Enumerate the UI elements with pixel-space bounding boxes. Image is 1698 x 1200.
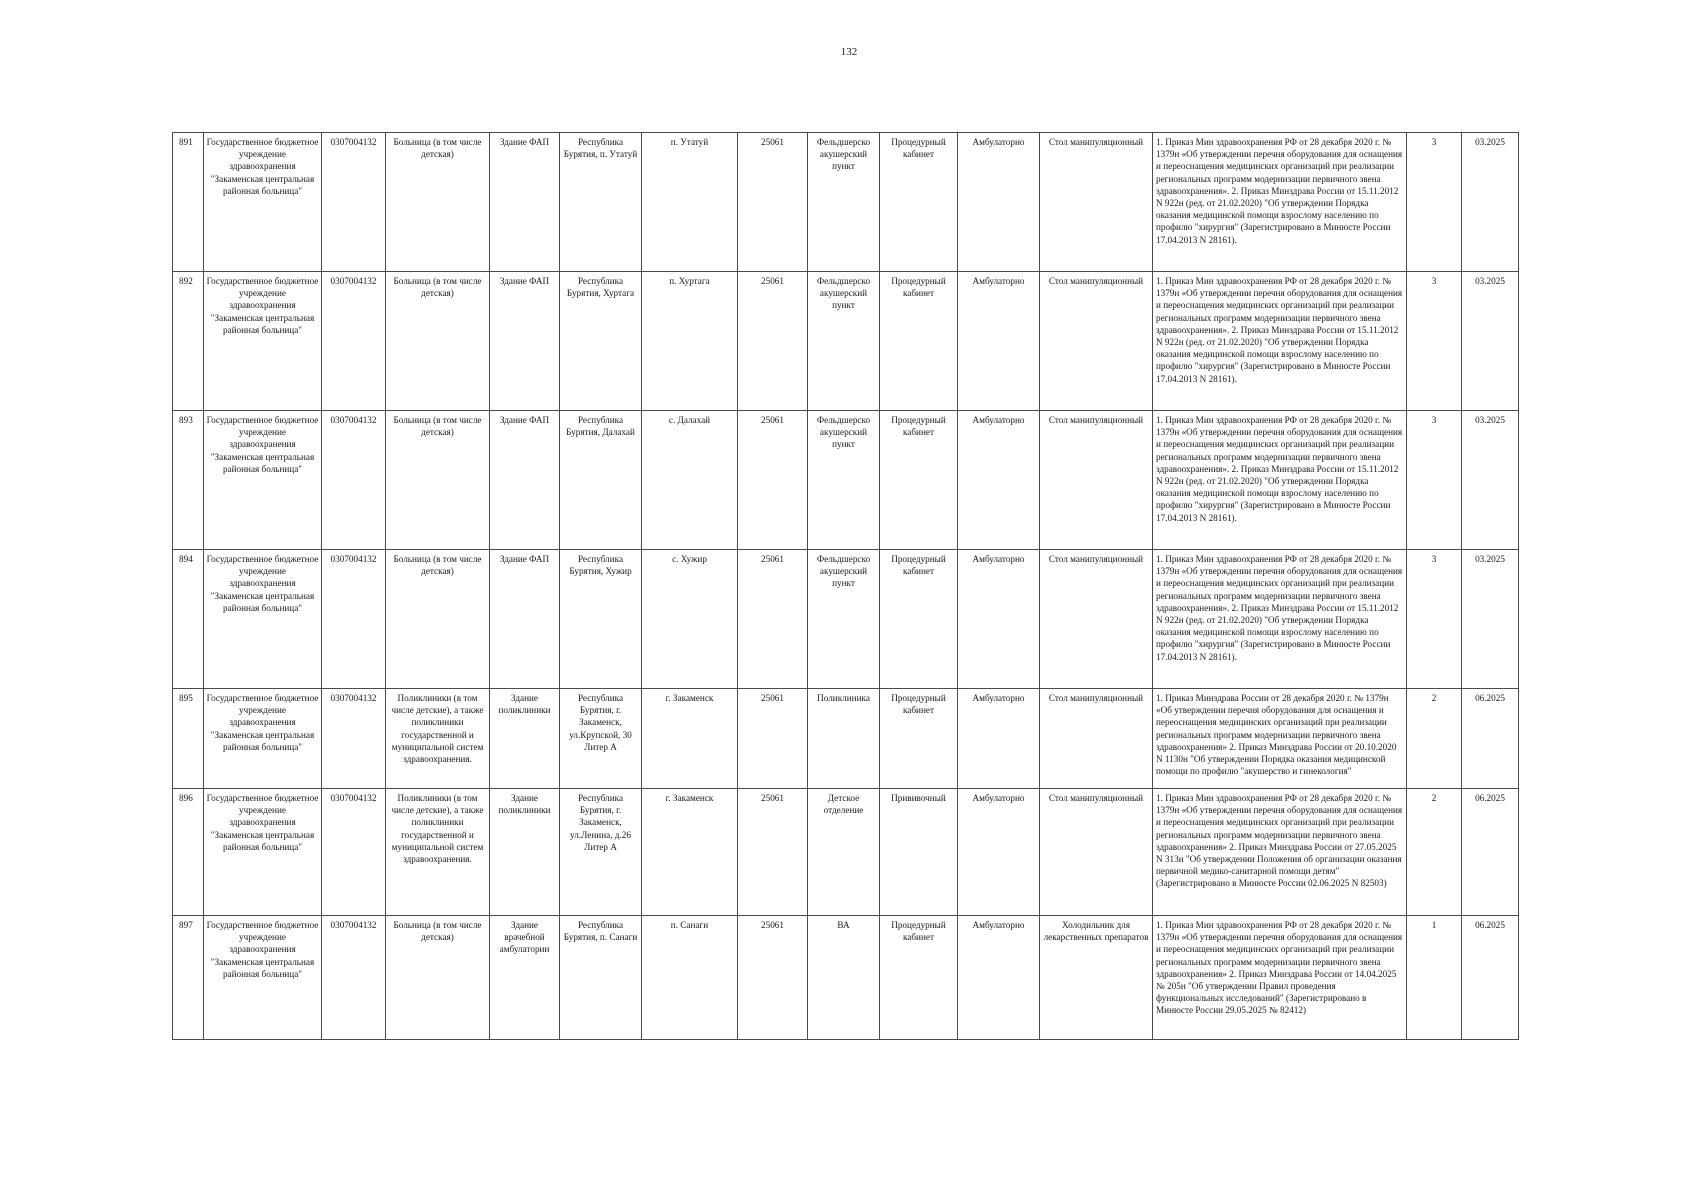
organization-name: Государственное бюджетное учреждение здравоохранения "Закаменская центральная районная больница" (204, 272, 322, 411)
equipment-name: Стол манипуляционный (1040, 272, 1153, 411)
address: Республика Бурятия, п. Санаги (560, 916, 642, 1040)
address: Республика Бурятия, Далахай (560, 411, 642, 550)
row-number: 896 (173, 789, 204, 916)
facility-type: Больница (в том числе детская) (386, 133, 490, 272)
organization-code: 0307004132 (322, 689, 386, 789)
unit: ВА (808, 916, 880, 1040)
okato-code: 25061 (738, 411, 808, 550)
table-row (173, 916, 1519, 1040)
room: Процедурный кабинет (880, 550, 958, 689)
equipment-name: Стол манипуляционный (1040, 133, 1153, 272)
legal-basis: 1. Приказ Минздрава России от 28 декабря 2020 г. № 1379н «Об утверждении перечня оборудования для оснащения и переоснащения медицинских организаций при реализации региональных программ модернизации первичного звена здравоохранения» 2. Приказ Минздрава России от 20.10.2020 N 1130н "Об утверждении Порядка оказания медицинской помощи по профилю "акушерство и гинекология" (1153, 689, 1407, 789)
organization-code: 0307004132 (322, 916, 386, 1040)
table-row (173, 133, 1519, 272)
row-number: 894 (173, 550, 204, 689)
row-number: 897 (173, 916, 204, 1040)
okato-code: 25061 (738, 550, 808, 689)
organization-name: Государственное бюджетное учреждение здравоохранения "Закаменская центральная районная больница" (204, 550, 322, 689)
building: Здание ФАП (490, 272, 560, 411)
organization-code: 0307004132 (322, 550, 386, 689)
legal-basis: 1. Приказ Мин здравоохранения РФ от 28 декабря 2020 г. № 1379н «Об утверждении перечня оборудования для оснащения и переоснащения медицинских организаций при реализации региональных программ модернизации первичного звена здравоохранения». 2. Приказ Минздрава России от 15.11.2012 N 922н (ред. от 21.02.2020) "Об утверждении Порядка оказания медицинской помощи взрослому населению по профилю "хирургия" (Зарегистрировано в Минюсте России 17.04.2013 N 28161). (1153, 411, 1407, 550)
room: Процедурный кабинет (880, 133, 958, 272)
room: Прививочный (880, 789, 958, 916)
building: Здание поликлиники (490, 789, 560, 916)
okato-code: 25061 (738, 916, 808, 1040)
delivery-date: 03.2025 (1462, 550, 1519, 689)
table-row (173, 550, 1519, 689)
building: Здание ФАП (490, 411, 560, 550)
row-number: 893 (173, 411, 204, 550)
organization-code: 0307004132 (322, 789, 386, 916)
delivery-date: 03.2025 (1462, 272, 1519, 411)
quantity: 3 (1407, 550, 1462, 689)
address: Республика Бурятия, Хуртага (560, 272, 642, 411)
equipment-name: Стол манипуляционный (1040, 689, 1153, 789)
room: Процедурный кабинет (880, 272, 958, 411)
facility-type: Больница (в том числе детская) (386, 916, 490, 1040)
row-number: 895 (173, 689, 204, 789)
room: Процедурный кабинет (880, 411, 958, 550)
address: Республика Бурятия, п. Утатуй (560, 133, 642, 272)
quantity: 3 (1407, 411, 1462, 550)
facility-type: Поликлиники (в том числе детские), а также поликлиники государственной и муниципальной систем здравоохранения. (386, 689, 490, 789)
unit: Фельдшерско акушерский пункт (808, 133, 880, 272)
facility-type: Больница (в том числе детская) (386, 411, 490, 550)
address: Республика Бурятия, г. Закаменск, ул.Ленина, д.26 Литер А (560, 789, 642, 916)
room: Процедурный кабинет (880, 916, 958, 1040)
organization-code: 0307004132 (322, 411, 386, 550)
care-mode: Амбулаторно (958, 689, 1040, 789)
unit: Поликлиника (808, 689, 880, 789)
care-mode: Амбулаторно (958, 789, 1040, 916)
facility-type: Больница (в том числе детская) (386, 272, 490, 411)
quantity: 3 (1407, 272, 1462, 411)
delivery-date: 06.2025 (1462, 916, 1519, 1040)
table-row (173, 689, 1519, 789)
facility-type: Больница (в том числе детская) (386, 550, 490, 689)
care-mode: Амбулаторно (958, 550, 1040, 689)
organization-code: 0307004132 (322, 133, 386, 272)
table-row (173, 411, 1519, 550)
delivery-date: 03.2025 (1462, 411, 1519, 550)
quantity: 2 (1407, 689, 1462, 789)
equipment-registry-table (172, 132, 1519, 1040)
quantity: 1 (1407, 916, 1462, 1040)
organization-name: Государственное бюджетное учреждение здравоохранения "Закаменская центральная районная больница" (204, 411, 322, 550)
room: Процедурный кабинет (880, 689, 958, 789)
okato-code: 25061 (738, 789, 808, 916)
care-mode: Амбулаторно (958, 272, 1040, 411)
organization-name: Государственное бюджетное учреждение здравоохранения "Закаменская центральная районная больница" (204, 133, 322, 272)
okato-code: 25061 (738, 133, 808, 272)
legal-basis: 1. Приказ Мин здравоохранения РФ от 28 декабря 2020 г. № 1379н «Об утверждении перечня оборудования для оснащения и переоснащения медицинских организаций при реализации региональных программ модернизации первичного звена здравоохранения». 2. Приказ Минздрава России от 15.11.2012 N 922н (ред. от 21.02.2020) "Об утверждении Порядка оказания медицинской помощи взрослому населению по профилю "хирургия" (Зарегистрировано в Минюсте России 17.04.2013 N 28161). (1153, 550, 1407, 689)
quantity: 3 (1407, 133, 1462, 272)
okato-code: 25061 (738, 689, 808, 789)
unit: Фельдшерско акушерский пункт (808, 272, 880, 411)
delivery-date: 06.2025 (1462, 789, 1519, 916)
building: Здание ФАП (490, 133, 560, 272)
row-number: 891 (173, 133, 204, 272)
building: Здание ФАП (490, 550, 560, 689)
table-row (173, 272, 1519, 411)
delivery-date: 06.2025 (1462, 689, 1519, 789)
equipment-name: Стол манипуляционный (1040, 411, 1153, 550)
care-mode: Амбулаторно (958, 411, 1040, 550)
legal-basis: 1. Приказ Мин здравоохранения РФ от 28 декабря 2020 г. № 1379н «Об утверждении перечня оборудования для оснащения и переоснащения медицинских организаций при реализации региональных программ модернизации первичного звена здравоохранения» 2. Приказ Минздрава России от 27.05.2025 N 313н "Об утверждении Положения об организации оказания первичной медико-санитарной помощи детям" (Зарегистрировано в Минюсте России 02.06.2025 N 82503) (1153, 789, 1407, 916)
locality: г. Закаменск (642, 789, 738, 916)
okato-code: 25061 (738, 272, 808, 411)
legal-basis: 1. Приказ Мин здравоохранения РФ от 28 декабря 2020 г. № 1379н «Об утверждении перечня оборудования для оснащения и переоснащения медицинских организаций при реализации региональных программ модернизации первичного звена здравоохранения» 2. Приказ Минздрава России от 14.04.2025 № 205н "Об утверждении Правил проведения функциональных исследований" (Зарегистрировано в Минюсте России 29.05.2025 № 82412) (1153, 916, 1407, 1040)
organization-name: Государственное бюджетное учреждение здравоохранения "Закаменская центральная районная больница" (204, 916, 322, 1040)
equipment-name: Стол манипуляционный (1040, 550, 1153, 689)
page-number: 132 (840, 46, 858, 58)
unit: Фельдшерско акушерский пункт (808, 411, 880, 550)
care-mode: Амбулаторно (958, 916, 1040, 1040)
building: Здание поликлиники (490, 689, 560, 789)
unit: Детское отделение (808, 789, 880, 916)
locality: с. Далахай (642, 411, 738, 550)
table-row (173, 789, 1519, 916)
locality: п. Хуртага (642, 272, 738, 411)
facility-type: Поликлиники (в том числе детские), а также поликлиники государственной и муниципальной систем здравоохранения. (386, 789, 490, 916)
locality: с. Хужир (642, 550, 738, 689)
equipment-name: Холодильник для лекарственных препаратов (1040, 916, 1153, 1040)
equipment-name: Стол манипуляционный (1040, 789, 1153, 916)
locality: п. Утатуй (642, 133, 738, 272)
building: Здание врачебной амбулатории (490, 916, 560, 1040)
care-mode: Амбулаторно (958, 133, 1040, 272)
address: Республика Бурятия, Хужир (560, 550, 642, 689)
legal-basis: 1. Приказ Мин здравоохранения РФ от 28 декабря 2020 г. № 1379н «Об утверждении перечня оборудования для оснащения и переоснащения медицинских организаций при реализации региональных программ модернизации первичного звена здравоохранения». 2. Приказ Минздрава России от 15.11.2012 N 922н (ред. от 21.02.2020) "Об утверждении Порядка оказания медицинской помощи взрослому населению по профилю "хирургия" (Зарегистрировано в Минюсте России 17.04.2013 N 28161). (1153, 133, 1407, 272)
unit: Фельдшерско акушерский пункт (808, 550, 880, 689)
row-number: 892 (173, 272, 204, 411)
organization-code: 0307004132 (322, 272, 386, 411)
legal-basis: 1. Приказ Мин здравоохранения РФ от 28 декабря 2020 г. № 1379н «Об утверждении перечня оборудования для оснащения и переоснащения медицинских организаций при реализации региональных программ модернизации первичного звена здравоохранения». 2. Приказ Минздрава России от 15.11.2012 N 922н (ред. от 21.02.2020) "Об утверждении Порядка оказания медицинской помощи взрослому населению по профилю "хирургия" (Зарегистрировано в Минюсте России 17.04.2013 N 28161). (1153, 272, 1407, 411)
locality: г. Закаменск (642, 689, 738, 789)
organization-name: Государственное бюджетное учреждение здравоохранения "Закаменская центральная районная больница" (204, 689, 322, 789)
locality: п. Санаги (642, 916, 738, 1040)
quantity: 2 (1407, 789, 1462, 916)
organization-name: Государственное бюджетное учреждение здравоохранения "Закаменская центральная районная больница" (204, 789, 322, 916)
address: Республика Бурятия, г. Закаменск, ул.Крупской, 30 Литер А (560, 689, 642, 789)
delivery-date: 03.2025 (1462, 133, 1519, 272)
